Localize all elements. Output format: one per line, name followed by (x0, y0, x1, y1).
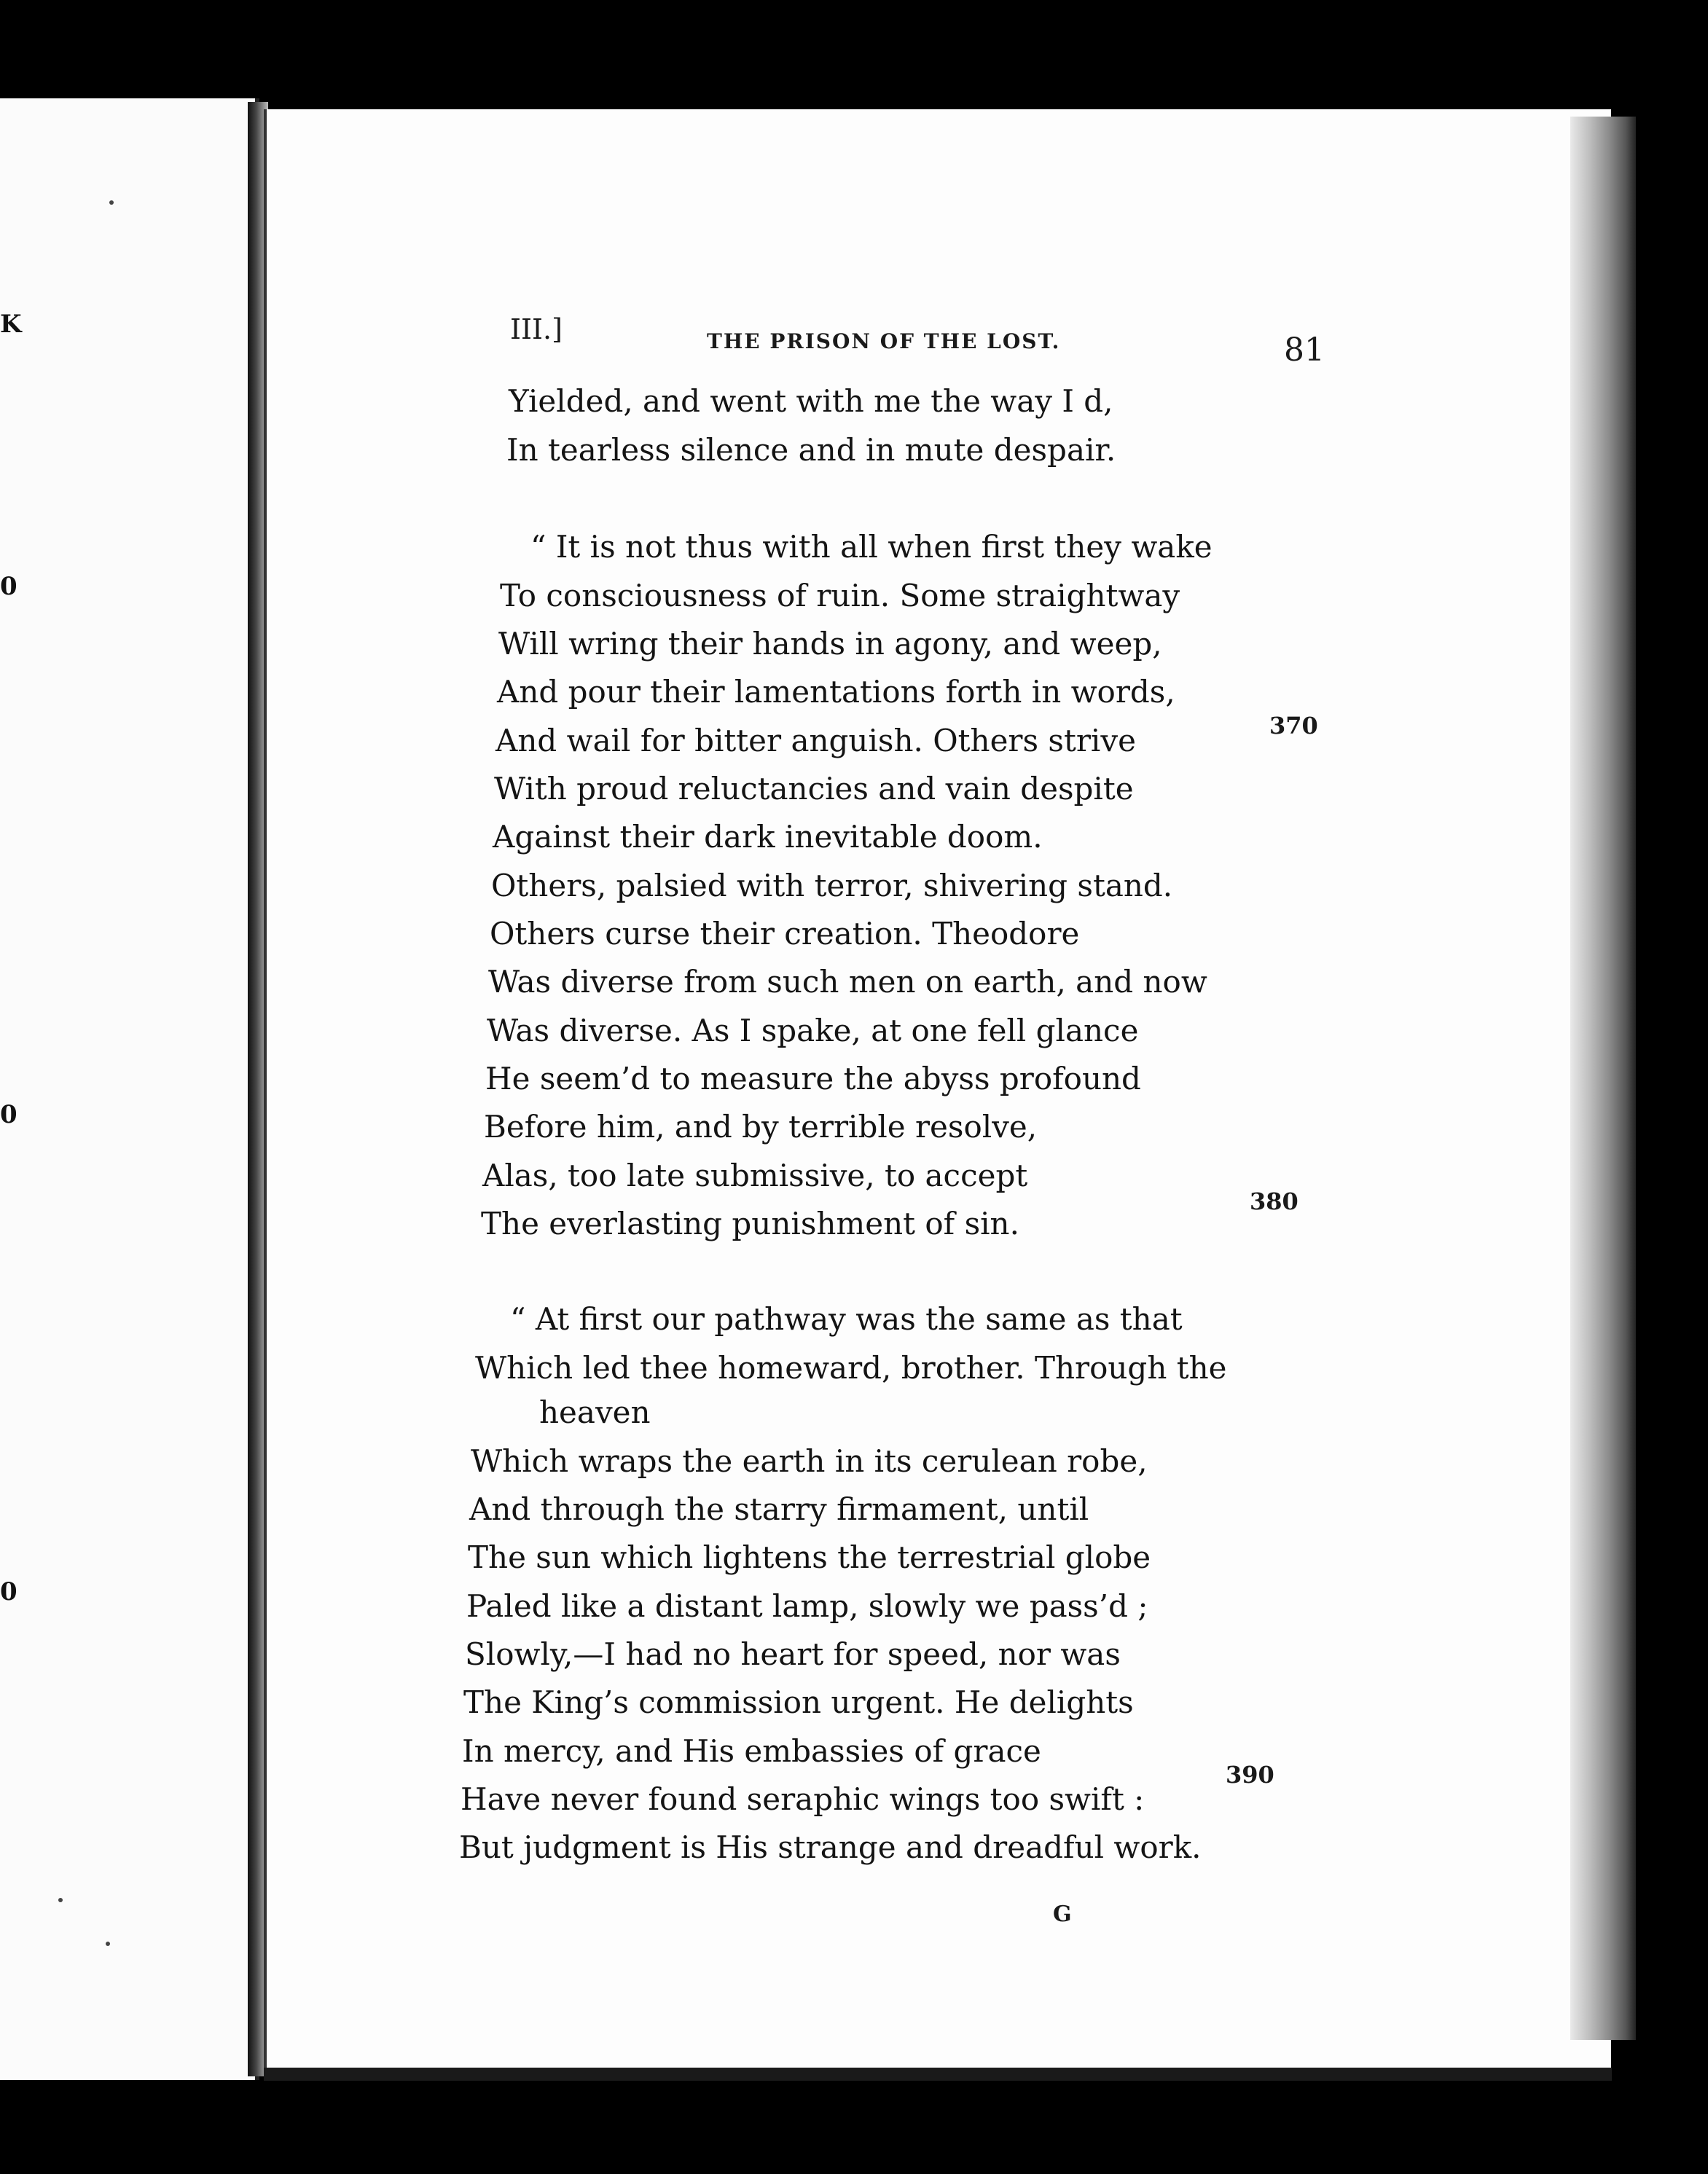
left-margin-mark: 0 (0, 1577, 17, 1606)
line-number: 380 (1250, 1188, 1298, 1215)
verse-line: Before him, and by terrible resolve, (484, 1109, 1038, 1145)
verse-line: Alas, too late submissive, to accept (482, 1158, 1028, 1193)
verse-line: In mercy, and His embassies of grace (462, 1733, 1041, 1769)
verse-line: With proud reluctancies and vain despite (494, 771, 1134, 807)
left-margin-mark: 0 (0, 1100, 17, 1129)
verse-line: In tearless silence and in mute despair. (506, 432, 1116, 468)
verse-line: Was diverse. As I spake, at one fell glance (487, 1013, 1139, 1048)
verse-line: “ It is not thus with all when first they wake (530, 529, 1213, 565)
line-number: 370 (1269, 712, 1318, 739)
verse-line: Have never found seraphic wings too swift : (461, 1781, 1145, 1817)
scan-speck (106, 1942, 110, 1946)
verse-line: But judgment is His strange and dreadful work. (459, 1829, 1202, 1865)
verse-line: Was diverse from such men on earth, and now (488, 964, 1207, 1000)
verse-line: Yielded, and went with me the way I d, (509, 383, 1113, 419)
page-number: 81 (1284, 331, 1325, 369)
verse-line: To consciousness of ruin. Some straightway (500, 578, 1180, 613)
verse-line: He seem’d to measure the abyss profound (485, 1061, 1141, 1096)
page-edge (1570, 117, 1636, 2040)
scan-speck (58, 1898, 63, 1902)
verse-line: heaven (539, 1394, 651, 1430)
left-margin-mark: 0 (0, 572, 17, 601)
scan-speck (109, 200, 114, 205)
verse-line: And wail for bitter anguish. Others strive (495, 723, 1136, 758)
verse-line: Against their dark inevitable doom. (493, 819, 1043, 855)
running-head-section: III.] (510, 313, 563, 345)
verse-line: The sun which lightens the terrestrial globe (468, 1539, 1151, 1575)
line-number: 390 (1226, 1761, 1274, 1789)
page-bottom-shadow (264, 2068, 1612, 2081)
verse-line: Others, palsied with terror, shivering stand. (491, 868, 1173, 903)
signature-mark: G (1053, 1902, 1072, 1927)
verse-line: “ At first our pathway was the same as that (510, 1301, 1183, 1337)
verse-line: The everlasting punishment of sin. (481, 1206, 1019, 1241)
verse-line: Which led thee homeward, brother. Through the (475, 1350, 1227, 1386)
left-page (0, 98, 259, 2080)
verse-line: Will wring their hands in agony, and weep, (498, 626, 1162, 662)
verse-line: And pour their lamentations forth in words, (497, 674, 1175, 710)
verse-line: And through the starry firmament, until (469, 1491, 1089, 1527)
verse-line: Slowly,—I had no heart for speed, nor was (465, 1636, 1121, 1672)
running-head-title: THE PRISON OF THE LOST. (707, 329, 1061, 353)
verse-line: Which wraps the earth in its cerulean robe, (471, 1443, 1148, 1479)
verse-line: The King’s commission urgent. He delights (463, 1684, 1134, 1720)
verse-line: Others curse their creation. Theodore (490, 916, 1080, 951)
left-margin-mark: K (0, 310, 22, 339)
verse-line: Paled like a distant lamp, slowly we pass’d ; (466, 1588, 1148, 1624)
